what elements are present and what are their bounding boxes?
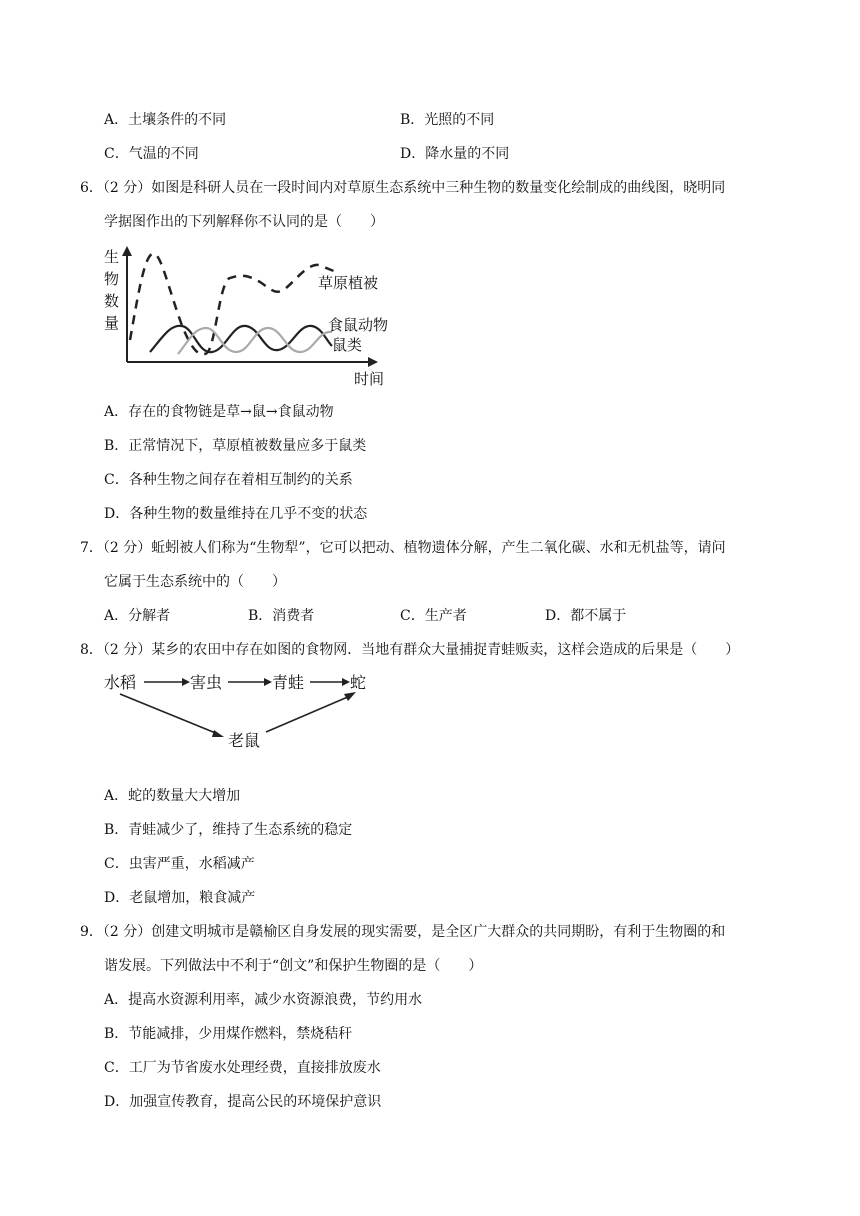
q6-option-a: A．存在的食物链是草→鼠→食鼠动物	[104, 404, 334, 420]
q7-option-b: B．消费者	[248, 608, 315, 624]
q6-option-d: D．各种生物的数量维持在几乎不变的状态	[104, 506, 368, 522]
q8-option-a: A．蛇的数量大大增加	[104, 788, 241, 804]
q6-option-c: C．各种生物之间存在着相互制约的关系	[104, 472, 353, 488]
q8-option-b: B．青蛙减少了，维持了生态系统的稳定	[104, 822, 353, 838]
legend-grass: 草原植被	[318, 274, 379, 292]
q9-stem-line1: 9．（2 分）创建文明城市是赣榆区自身发展的现实需要，是全区广大群众的共同期盼，有利于生物圈的和	[80, 924, 726, 940]
q7-option-c: C．生产者	[400, 608, 467, 624]
ylabel-char-1: 物	[104, 270, 120, 288]
q6-stem-line1: 6．（2 分）如图是科研人员在一段时间内对草原生态系统中三种生物的数量变化绘制成的曲线图，晓明同	[80, 180, 726, 196]
node-mouse: 老鼠	[228, 731, 261, 750]
q5-option-d: D．降水量的不同	[400, 146, 510, 162]
q8-option-d: D．老鼠增加，粮食减产	[104, 890, 256, 906]
q8-option-c: C．虫害严重，水稻减产	[104, 856, 255, 872]
ylabel-char-2: 数	[104, 292, 120, 310]
x-axis-arrow	[368, 357, 378, 367]
legend-rat: 鼠类	[332, 336, 363, 354]
q8-stem: 8．（2 分）某乡的农田中存在如图的食物网．当地有群众大量捕捉青蛙贩卖，这样会造成的后果是（ ）	[80, 642, 740, 658]
xlabel: 时间	[354, 370, 385, 388]
q6-population-chart	[100, 240, 400, 390]
ylabel-char-0: 生	[104, 248, 120, 266]
q9-option-d: D．加强宣传教育，提高公民的环境保护意识	[104, 1094, 382, 1110]
arrow-rice-mouse	[120, 694, 218, 734]
arrow-mouse-snake	[266, 696, 350, 732]
q6-stem-line2: 学据图作出的下列解释你不认同的是（ ）	[104, 214, 384, 230]
q7-stem-line1: 7．（2 分）蚯蚓被人们称为“生物犁”，它可以把动、植物遗体分解，产生二氧化碳、水和无机盐等，请问	[80, 540, 726, 556]
q5-option-a: A．土壤条件的不同	[104, 112, 227, 128]
q5-option-b: B．光照的不同	[400, 112, 495, 128]
node-frog: 青蛙	[272, 673, 305, 692]
node-rice: 水稻	[104, 673, 137, 692]
q5-option-c: C．气温的不同	[104, 146, 199, 162]
q6-option-b: B．正常情况下，草原植被数量应多于鼠类	[104, 438, 367, 454]
node-snake: 蛇	[350, 673, 367, 692]
q9-stem-line2: 谐发展。下列做法中不利于“创文”和保护生物圈的是（ ）	[104, 958, 483, 974]
ylabel-char-3: 量	[104, 314, 120, 332]
q7-option-a: A．分解者	[104, 608, 171, 624]
q9-option-a: A．提高水资源利用率，减少水资源浪费，节约用水	[104, 992, 423, 1008]
q7-option-d: D．都不属于	[545, 608, 627, 624]
y-axis-arrow	[122, 246, 132, 256]
q9-option-c: C．工厂为节省废水处理经费，直接排放废水	[104, 1060, 381, 1076]
node-pest: 害虫	[190, 673, 223, 692]
q9-option-b: B．节能减排，少用煤作燃料，禁烧秸秆	[104, 1026, 353, 1042]
predator-curve	[150, 326, 332, 352]
q8-food-web-diagram	[100, 668, 380, 758]
legend-predator: 食鼠动物	[328, 316, 389, 334]
q7-stem-line2: 它属于生态系统中的（ ）	[104, 574, 286, 590]
